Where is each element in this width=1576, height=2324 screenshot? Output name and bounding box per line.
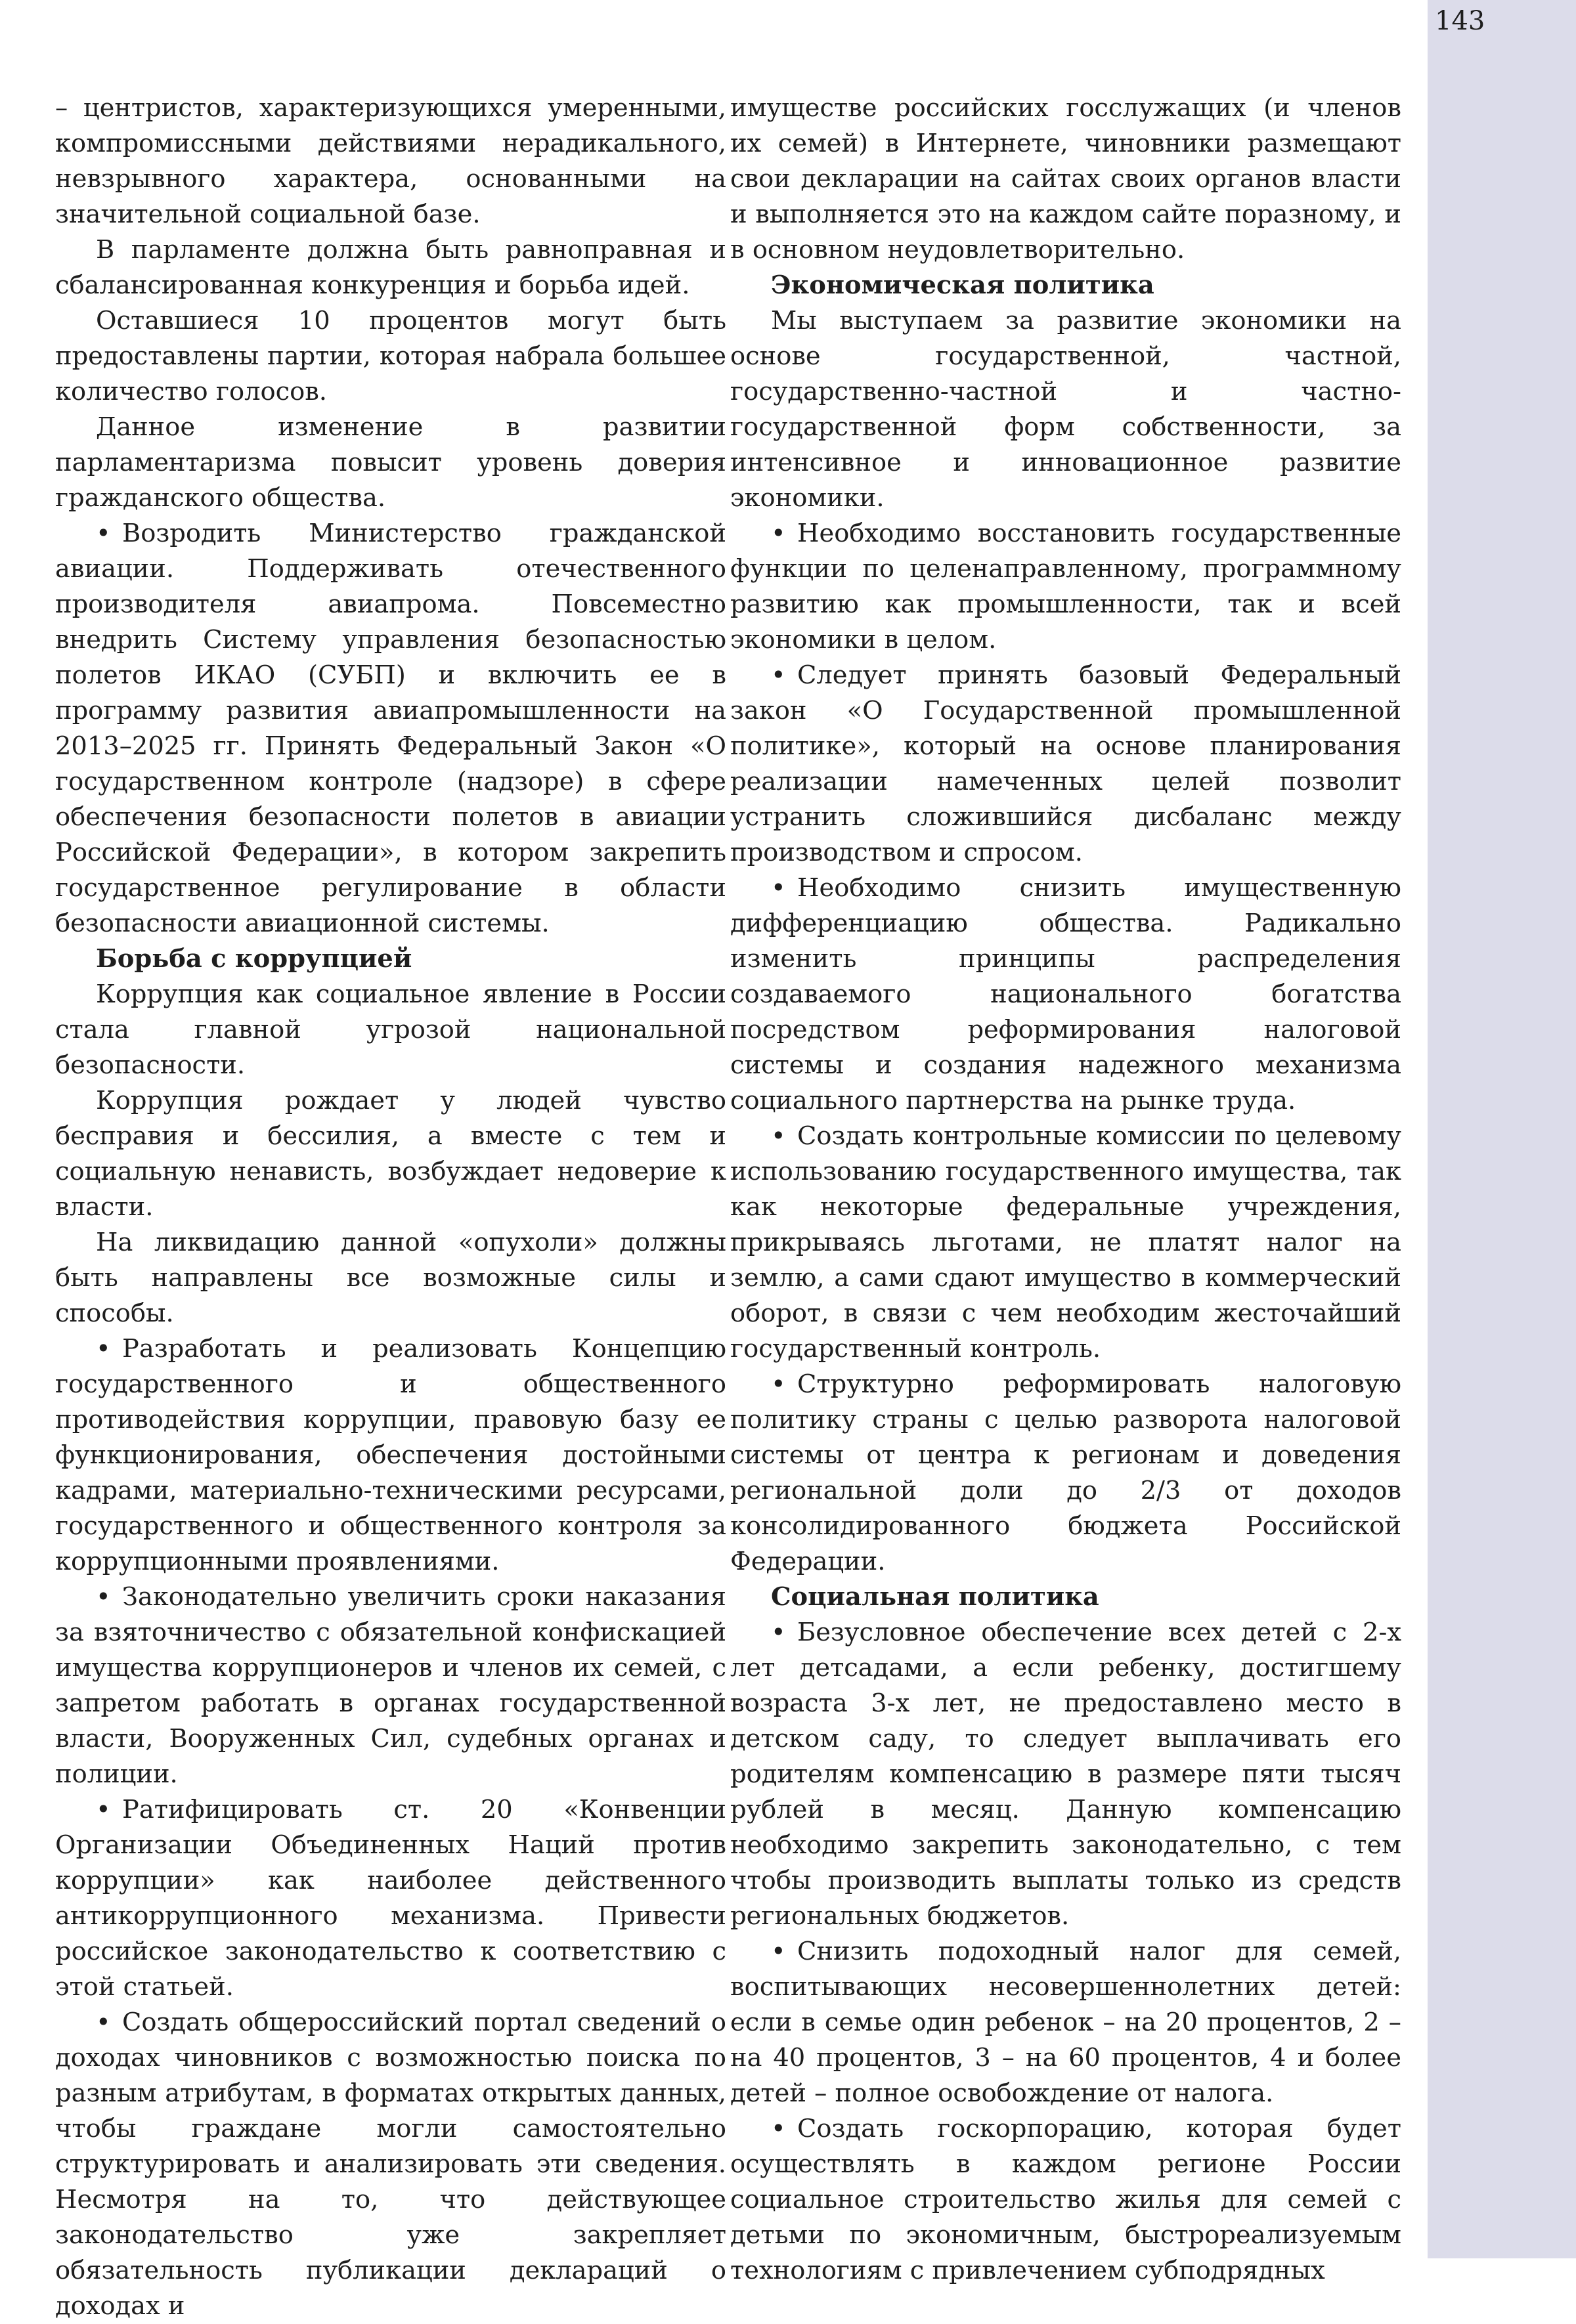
section-heading: Борьба с коррупцией xyxy=(96,944,412,974)
bullet-item xyxy=(55,1580,726,1792)
bullet-icon: • xyxy=(96,1582,111,1612)
bullet-item xyxy=(55,2005,726,2324)
bullet-icon: • xyxy=(96,1334,111,1364)
bullet-icon: • xyxy=(96,2008,111,2037)
bullet-item xyxy=(730,658,1401,871)
bullet-item xyxy=(55,1792,726,2005)
bullet-item xyxy=(55,516,726,941)
bullet-text: Следует принять базовый Федеральный закон «О Государственной промышленной политике», который на основе планирования реализации намеченных целей позволит устранить сложившийся дисбаланс между производством и спросом. xyxy=(730,660,1401,867)
bullet-icon: • xyxy=(771,873,786,903)
left-text-column xyxy=(55,91,726,2321)
bullet-item xyxy=(730,1615,1401,1934)
right-text-column xyxy=(730,91,1401,2285)
bullet-text: Безусловное обеспечение всех детей с 2-х лет детсадами, а если ребенку, достигшему возраста 3-х лет, не предоставлено место в детском саду, то следует выплачивать его родителям компенсацию в размере пяти тысяч рублей в месяц. Данную компенсацию необходимо закрепить законодательно, с тем чтобы производить выплаты только из средств региональных бюджетов. xyxy=(730,1618,1401,1931)
bullet-text: Структурно реформировать налоговую политику страны с целью разворота налоговой системы от центра к регионам и доведения региональной доли до 2/3 от доходов консолидированного бюджета Российской Федерации. xyxy=(730,1369,1401,1576)
bullet-item xyxy=(730,2111,1401,2289)
paragraph: имуществе российских госслужащих (и членов их семей) в Интернете, чиновники размещают свои декларации на сайтах своих органов власти и выполняется это на каждом сайте поразному, и в основном неудовлетворительно. xyxy=(730,93,1401,265)
bullet-item xyxy=(730,871,1401,1119)
paragraph: Мы выступаем за развитие экономики на основе государственной, частной, государственно-частной и частно-государственной форм собственности, за интенсивное и инновационное развитие экономики. xyxy=(730,306,1401,513)
bullet-item xyxy=(730,516,1401,658)
bullet-item xyxy=(730,1934,1401,2111)
section-heading: Экономическая политика xyxy=(771,270,1154,300)
page-number: 143 xyxy=(1435,6,1485,36)
paragraph: В парламенте должна быть равноправная и сбалансированная конкуренция и борьба идей. xyxy=(55,235,726,300)
bullet-text: Создать контрольные комиссии по целевому использованию государственного имущества, так как некоторые федеральные учреждения, прикрываясь льготами, не платят налог на землю, а сами сдают имущество в коммерческий оборот, в связи с чем необходим жесточайший государственный контроль. xyxy=(730,1121,1401,1364)
bullet-text: Необходимо восстановить государственные функции по целенаправленному, программному развитию как промышленности, так и всей экономики в целом. xyxy=(730,519,1401,655)
paragraph: Коррупция как социальное явление в России стала главной угрозой национальной безопасности. xyxy=(55,979,726,1080)
bullet-item xyxy=(730,1367,1401,1580)
bullet-item xyxy=(730,1119,1401,1367)
bullet-icon: • xyxy=(771,519,786,548)
bullet-item xyxy=(55,1331,726,1580)
bullet-icon: • xyxy=(96,519,111,548)
paragraph: На ликвидацию данной «опухоли» должны быть направлены все возможные силы и способы. xyxy=(55,1228,726,1328)
bullet-text: Ратифицировать ст. 20 «Конвенции Организации Объединенных Наций против коррупции» как наиболее действенного антикоррупционного механизма. Привести российское законодательство к соответствию с этой статьей. xyxy=(55,1795,726,2002)
bullet-icon: • xyxy=(771,2114,786,2143)
bullet-text: Создать госкорпорацию, которая будет осуществлять в каждом регионе России социальное строительство жилья для семей с детьми по экономичным, быстрореализуемым технологиям с привлечением субподрядных xyxy=(730,2114,1401,2285)
bullet-text: Разработать и реализовать Концепцию государственного и общественного противодействия коррупции, правовую базу ее функционирования, обеспечения достойными кадрами, материально-техническими ресурсами, государственного и общественного контроля за коррупционными проявлениями. xyxy=(55,1334,726,1576)
paragraph: Данное изменение в развитии парламентаризма повысит уровень доверия гражданского общества. xyxy=(55,412,726,513)
side-margin-band xyxy=(1428,0,1576,2258)
paragraph: Коррупция рождает у людей чувство бесправия и бессилия, а вместе с тем и социальную ненависть, возбуждает недоверие к власти. xyxy=(55,1086,726,1222)
section-heading: Социальная политика xyxy=(771,1582,1099,1612)
bullet-icon: • xyxy=(771,1121,786,1151)
paragraph: – центристов, характеризующихся умеренными, компромиссными действиями нерадикального, невзрывного характера, основанными на значительной социальной базе. xyxy=(55,93,726,229)
bullet-icon: • xyxy=(771,1369,786,1399)
bullet-text: Возродить Министерство гражданской авиации. Поддерживать отечественного производителя авиапрома. Повсеместно внедрить Систему управления безопасностью полетов ИКАО (СУБП) и включить ее в программу развития авиапромышленности на 2013–2025 гг. Принять Федеральный Закон «О государственном контроле (надзоре) в сфере обеспечения безопасности полетов в авиации Российской Федерации», в котором закрепить государственное регулирование в области безопасности авиационной системы. xyxy=(55,519,726,938)
bullet-icon: • xyxy=(771,660,786,690)
bullet-text: Снизить подоходный налог для семей, воспитывающих несовершеннолетних детей: если в семье один ребенок – на 20 процентов, 2 – на 40 процентов, 3 – на 60 процентов, 4 и более детей – полное освобождение от налога. xyxy=(730,1937,1401,2108)
bullet-text: Необходимо снизить имущественную дифференциацию общества. Радикально изменить принципы распределения создаваемого национального богатства посредством реформирования налоговой системы и создания надежного механизма социального партнерства на рынке труда. xyxy=(730,873,1401,1115)
bullet-icon: • xyxy=(771,1618,786,1647)
paragraph: Оставшиеся 10 процентов могут быть предоставлены партии, которая набрала большее количество голосов. xyxy=(55,306,726,406)
bullet-text: Создать общероссийский портал сведений о доходах чиновников с возможностью поиска по разным атрибутам, в форматах открытых данных, чтобы граждане могли самостоятельно структурировать и анализировать эти сведения. Несмотря на то, что действующее законодательство уже закрепляет обязательность публикации деклараций о доходах и xyxy=(55,2008,726,2321)
bullet-text: Законодательно увеличить сроки наказания за взяточничество с обязательной конфискацией имущества коррупционеров и членов их семей, с запретом работать в органах государственной власти, Вооруженных Сил, судебных органах и полиции. xyxy=(55,1582,726,1789)
bullet-icon: • xyxy=(771,1937,786,1966)
bullet-icon: • xyxy=(96,1795,111,1824)
